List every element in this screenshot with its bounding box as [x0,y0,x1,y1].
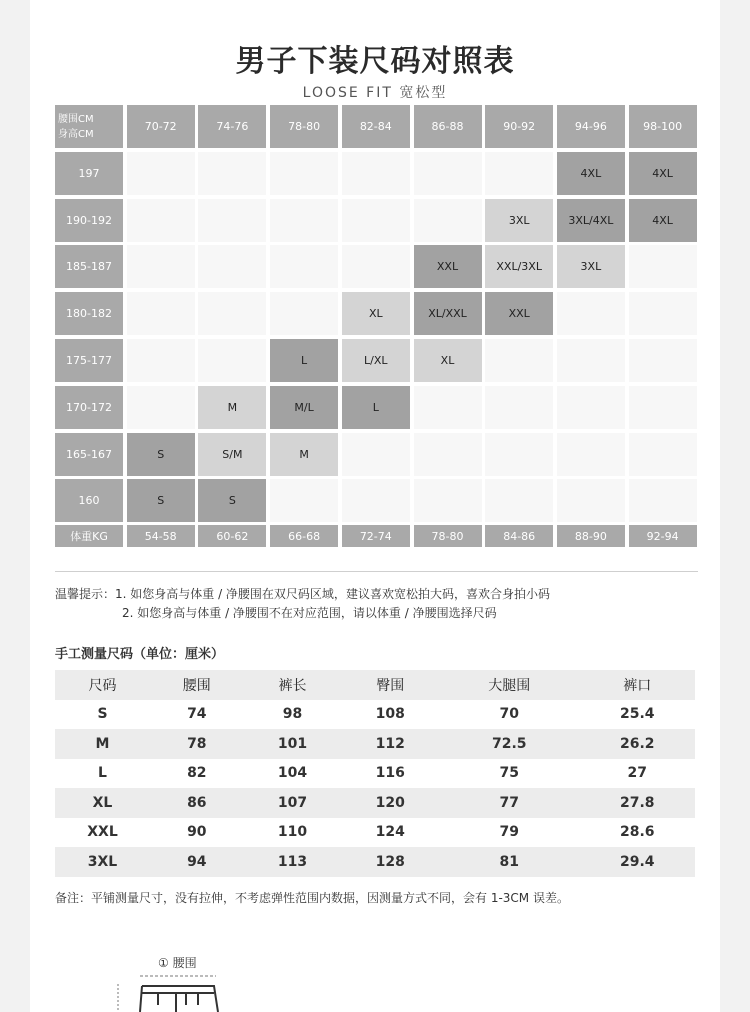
height-header-cell: 185-187 [55,245,123,288]
measure-cell: 82 [187,765,207,782]
size-cell [557,479,625,522]
size-cell [198,292,266,335]
measure-cell: 113 [277,853,308,870]
weight-value-cell: 88-90 [557,525,625,547]
measure-header-cell: 大腿围 [488,677,531,694]
measure-table-header-row [55,670,695,700]
size-cell [342,479,410,522]
weight-value-cell: 72-74 [342,525,410,547]
size-cell [127,386,195,429]
size-cell: L/XL [342,339,410,382]
page-title: 男子下装尺码对照表 [235,44,515,79]
tips-block [55,585,550,623]
size-cell [557,433,625,476]
size-cell: 3XL [557,245,625,288]
size-cell: XL [414,339,482,382]
weight-value-cell: 60-62 [198,525,266,547]
size-cell [270,245,338,288]
size-cell: S [127,433,195,476]
size-cell: XXL [414,245,482,288]
size-cell [127,152,195,195]
size-cell [485,433,553,476]
size-cell [485,479,553,522]
waist-header-cell: 82-84 [342,105,410,148]
size-cell: 3XL/4XL [557,199,625,242]
size-cell [342,245,410,288]
size-cell: L [342,386,410,429]
size-cell [485,339,553,382]
size-cell: S [198,479,266,522]
weight-value-cell: 84-86 [485,525,553,547]
table-row [55,759,695,789]
measure-cell: 72.5 [492,735,527,752]
size-cell: 4XL [629,199,697,242]
size-cell [557,292,625,335]
size-cell [629,245,697,288]
measure-cell: 81 [499,853,520,870]
size-cell [414,433,482,476]
measure-cell: 27 [627,765,647,782]
measure-table-title: 手工测量尺码（单位：厘米） [55,647,225,662]
size-cell [127,292,195,335]
corner-label: 腰围CM [58,113,94,125]
table-row [55,700,695,730]
size-cell [414,199,482,242]
height-header-cell: 197 [55,152,123,195]
waist-measure-diagram [110,950,250,1012]
measure-table [55,670,695,877]
measure-cell: 110 [277,824,308,841]
waist-header-cell: 74-76 [198,105,266,148]
waist-header-cell: 98-100 [629,105,697,148]
size-cell: M [270,433,338,476]
measure-cell: 98 [282,706,303,723]
size-cell [629,386,697,429]
measure-cell: XXL [87,824,118,841]
page-subtitle: LOOSE FIT 宽松型 [302,85,448,101]
measure-cell: L [98,765,107,782]
size-cell [629,339,697,382]
size-cell [198,245,266,288]
measure-cell: M [95,735,110,752]
weight-value-cell: 92-94 [629,525,697,547]
height-header-cell: 160 [55,479,123,522]
measure-cell: 26.2 [619,735,655,752]
measure-cell: 112 [375,735,405,752]
size-cell [198,339,266,382]
measure-cell: 101 [277,735,308,752]
weight-value-cell: 54-58 [127,525,195,547]
height-header-cell: 175-177 [55,339,123,382]
tips-line-1: 温馨提示：1. 如您身高与体重 / 净腰围在双尺码区域，建议喜欢宽松拍大码，喜欢合身拍小码 [55,587,550,601]
size-cell [629,433,697,476]
size-cell [342,433,410,476]
size-cell [414,152,482,195]
measure-cell: 28.6 [619,824,655,841]
height-header-cell: 165-167 [55,433,123,476]
measure-header-cell: 裤口 [623,677,652,694]
size-grid-corner [55,105,123,148]
weight-header-cell: 体重KG [55,525,123,547]
measure-cell: 3XL [87,853,118,870]
size-cell [342,199,410,242]
measure-cell: 70 [499,706,520,723]
measure-header-cell: 腰围 [182,677,211,694]
size-cell: S/M [198,433,266,476]
size-cell: L [270,339,338,382]
size-cell [198,152,266,195]
measure-header-cell: 裤长 [278,677,307,694]
size-cell [485,152,553,195]
measure-cell: 108 [375,706,405,723]
measure-header-cell: 尺码 [88,677,117,694]
tips-line-2: 2. 如您身高与体重 / 净腰围不在对应范围，请以体重 / 净腰围选择尺码 [122,606,497,620]
measure-cell: 90 [187,824,207,841]
size-cell: 4XL [629,152,697,195]
size-cell [557,386,625,429]
size-cell [629,292,697,335]
size-cell: XL/XXL [414,292,482,335]
size-cell: S [127,479,195,522]
size-cell: 3XL [485,199,553,242]
height-header-cell: 170-172 [55,386,123,429]
height-header-cell: 190-192 [55,199,123,242]
waist-header-cell: 86-88 [414,105,482,148]
measure-cell: XL [92,794,113,811]
table-row [55,729,695,759]
size-cell [270,199,338,242]
size-cell [270,292,338,335]
diagram-label: ① 腰围 [158,956,197,970]
measure-cell: 75 [499,765,520,782]
size-cell [557,339,625,382]
size-cell [127,199,195,242]
size-cell [127,245,195,288]
size-cell [414,386,482,429]
corner-label: 身高CM [58,128,94,140]
waist-header-cell: 94-96 [557,105,625,148]
measure-cell: 79 [499,824,520,841]
pants-outline-icon [110,950,250,1012]
waist-header-cell: 78-80 [270,105,338,148]
measure-cell: 120 [375,794,405,811]
size-cell: M/L [270,386,338,429]
measure-cell: 78 [187,735,207,752]
measure-cell: 77 [499,794,520,811]
size-cell: 4XL [557,152,625,195]
size-cell [414,479,482,522]
measure-cell: 107 [277,794,308,811]
waist-header-cell: 70-72 [127,105,195,148]
measure-header-cell: 臀围 [376,677,405,694]
size-cell: M [198,386,266,429]
measure-cell: 94 [187,853,207,870]
measure-cell: 27.8 [619,794,655,811]
table-row [55,847,695,877]
size-cell [127,339,195,382]
size-cell [342,152,410,195]
height-header-cell: 180-182 [55,292,123,335]
measure-cell: 116 [375,765,405,782]
measure-cell: 86 [187,794,207,811]
size-cell: XXL/3XL [485,245,553,288]
waist-header-cell: 90-92 [485,105,553,148]
table-row [55,788,695,818]
measure-cell: 74 [187,706,207,723]
size-cell [198,199,266,242]
measure-cell: 124 [375,824,405,841]
size-cell [485,386,553,429]
note-text: 备注：平铺测量尺寸，没有拉伸，不考虑弹性范围内数据，因测量方式不同，会有 1-3CM 误差。 [55,891,569,905]
size-cell: XXL [485,292,553,335]
measure-cell: 25.4 [619,706,655,723]
measure-cell: S [97,706,108,723]
measure-cell: 104 [277,765,308,782]
size-cell [629,479,697,522]
measure-cell: 29.4 [619,853,655,870]
measure-cell: 128 [375,853,405,870]
table-row [55,818,695,848]
divider [55,571,698,572]
size-cell [270,479,338,522]
weight-value-cell: 66-68 [270,525,338,547]
size-cell [270,152,338,195]
size-cell: XL [342,292,410,335]
weight-value-cell: 78-80 [414,525,482,547]
